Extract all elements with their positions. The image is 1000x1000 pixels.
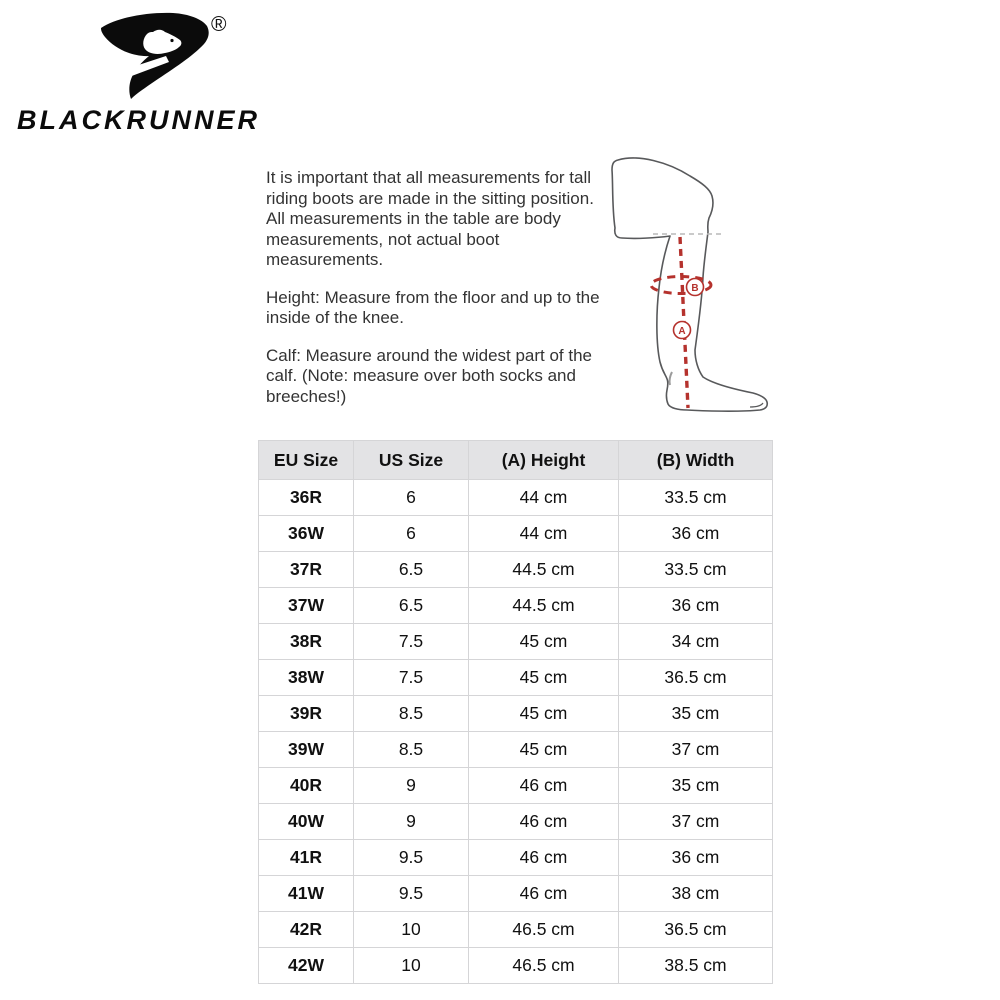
table-row (259, 876, 773, 912)
table-row (259, 840, 773, 876)
table-cell: 41W (259, 876, 354, 912)
calf-note: Calf: Measure around the widest part of the calf. (Note: measure over both socks and breeches!) (266, 345, 593, 406)
table-cell: 46 cm (469, 768, 619, 804)
table-cell: 9 (354, 768, 469, 804)
table-cell: 36 cm (619, 840, 773, 876)
table-row (259, 912, 773, 948)
table-cell: 38W (259, 660, 354, 696)
table-cell: 46.5 cm (469, 948, 619, 984)
table-cell: 9 (354, 804, 469, 840)
table-cell: 45 cm (469, 696, 619, 732)
table-cell: 10 (354, 912, 469, 948)
table-cell: 36 cm (619, 516, 773, 552)
table-cell: 44.5 cm (469, 552, 619, 588)
size-chart-table (258, 440, 773, 984)
table-cell: 40R (259, 768, 354, 804)
table-row (259, 624, 773, 660)
table-cell: 46.5 cm (469, 912, 619, 948)
table-cell: 46 cm (469, 804, 619, 840)
column-header-us-size: US Size (354, 441, 469, 480)
table-cell: 7.5 (354, 660, 469, 696)
table-cell: 38.5 cm (619, 948, 773, 984)
table-cell: 33.5 cm (619, 480, 773, 516)
table-cell: 38R (259, 624, 354, 660)
table-cell: 36.5 cm (619, 660, 773, 696)
column-header-a-height: (A) Height (469, 441, 619, 480)
table-cell: 8.5 (354, 696, 469, 732)
measurement-instructions (266, 168, 616, 424)
table-cell: 37R (259, 552, 354, 588)
table-cell: 36W (259, 516, 354, 552)
calf-width-label: B (691, 283, 699, 294)
leg-measurement-diagram (590, 148, 780, 433)
registered-trademark-icon: ® (211, 13, 227, 36)
table-cell: 6 (354, 516, 469, 552)
table-cell: 9.5 (354, 840, 469, 876)
table-cell: 44 cm (469, 480, 619, 516)
table-row (259, 588, 773, 624)
column-header-eu-size: EU Size (259, 441, 354, 480)
table-cell: 9.5 (354, 876, 469, 912)
table-cell: 42W (259, 948, 354, 984)
table-cell: 36R (259, 480, 354, 516)
table-cell: 42R (259, 912, 354, 948)
table-cell: 37 cm (619, 804, 773, 840)
table-cell: 44.5 cm (469, 588, 619, 624)
table-cell: 7.5 (354, 624, 469, 660)
table-cell: 44 cm (469, 516, 619, 552)
table-cell: 45 cm (469, 660, 619, 696)
table-cell: 38 cm (619, 876, 773, 912)
table-cell: 45 cm (469, 624, 619, 660)
intro-paragraph: It is important that all measurements for tall riding boots are made in the sitting position. All measurements in the table are body measurements, not actual boot measurements. (266, 168, 594, 269)
table-row (259, 516, 773, 552)
table-cell: 46 cm (469, 840, 619, 876)
table-row (259, 660, 773, 696)
table-cell: 6.5 (354, 588, 469, 624)
height-note: Height: Measure from the floor and up to the inside of the knee. (266, 287, 600, 327)
table-row (259, 948, 773, 984)
table-cell: 8.5 (354, 732, 469, 768)
table-row (259, 768, 773, 804)
table-row (259, 480, 773, 516)
table-cell: 45 cm (469, 732, 619, 768)
table-cell: 35 cm (619, 696, 773, 732)
table-cell: 35 cm (619, 768, 773, 804)
table-cell: 36 cm (619, 588, 773, 624)
table-header-row (259, 441, 773, 480)
table-cell: 6 (354, 480, 469, 516)
table-cell: 36.5 cm (619, 912, 773, 948)
table-row (259, 696, 773, 732)
table-cell: 40W (259, 804, 354, 840)
table-cell: 46 cm (469, 876, 619, 912)
table-cell: 33.5 cm (619, 552, 773, 588)
table-cell: 37W (259, 588, 354, 624)
table-cell: 41R (259, 840, 354, 876)
brand-wordmark: BLACKRUNNER (17, 105, 260, 135)
height-label: A (678, 326, 686, 337)
table-cell: 10 (354, 948, 469, 984)
table-cell: 39W (259, 732, 354, 768)
table-cell: 6.5 (354, 552, 469, 588)
table-row (259, 804, 773, 840)
table-row (259, 552, 773, 588)
column-header-b-width: (B) Width (619, 441, 773, 480)
table-cell: 39R (259, 696, 354, 732)
table-row (259, 732, 773, 768)
table-cell: 34 cm (619, 624, 773, 660)
table-cell: 37 cm (619, 732, 773, 768)
